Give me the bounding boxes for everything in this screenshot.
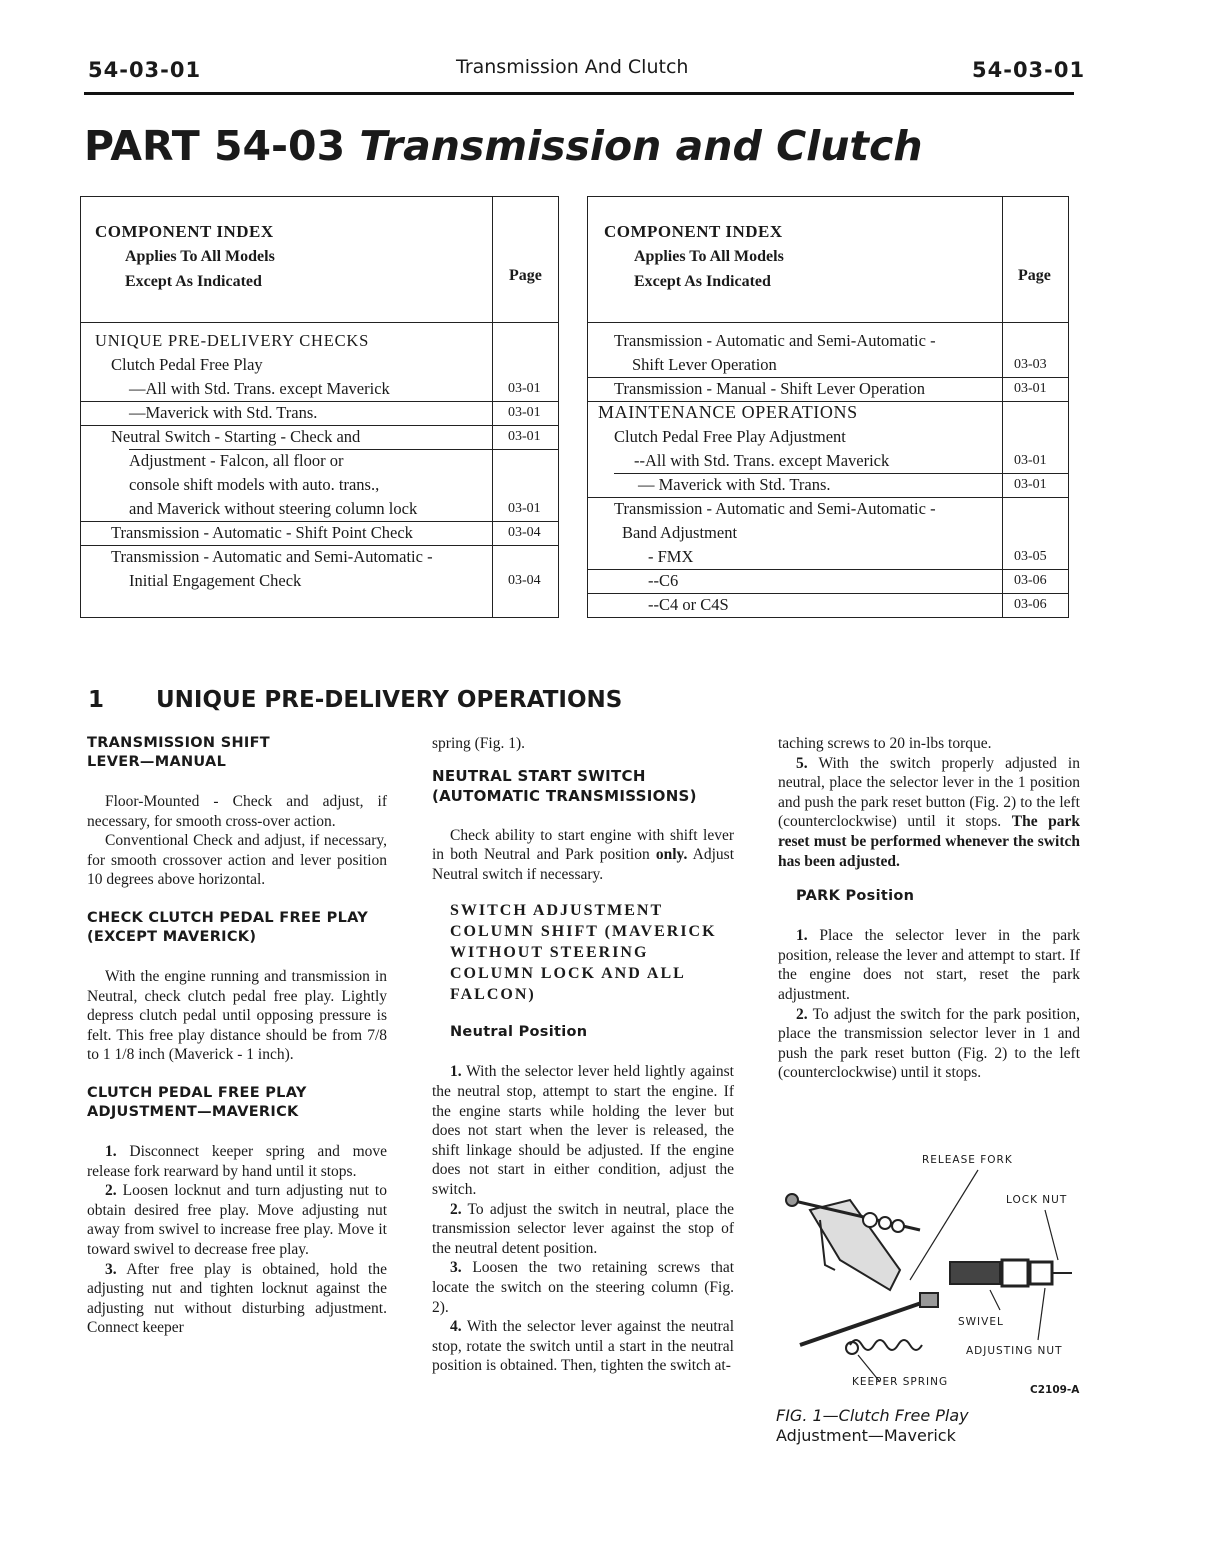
part-name: Transmission and Clutch bbox=[359, 122, 923, 170]
text-column-1 bbox=[87, 734, 387, 1338]
procedure-heading: SWITCH ADJUSTMENT COLUMN SHIFT (MAVERICK WITHOUT STEERING COLUMN LOCK AND ALL FALCON) bbox=[450, 902, 717, 1004]
figure-label-keeper-spring: KEEPER SPRING bbox=[852, 1376, 949, 1388]
index-page-header: Page bbox=[1018, 267, 1051, 284]
index-column-divider bbox=[492, 197, 493, 617]
index-header-rule bbox=[588, 322, 1068, 323]
step: 1. With the selector lever held lightly against the neutral stop, attempt to start the engine. If the engine starts while holding the lever but does not start when the lever is released, the shift linkage should be adjusted. If the engine does not start in either condition, adjust the switch. bbox=[432, 1063, 734, 1198]
index-heading: COMPONENT INDEX Applies To All Models Except As Indicated bbox=[604, 222, 784, 290]
paragraph: taching screws to 20 in-lbs torque. bbox=[778, 735, 992, 752]
figure-label-lock-nut: LOCK NUT bbox=[1006, 1194, 1068, 1206]
section-title: UNIQUE PRE-DELIVERY OPERATIONS bbox=[156, 687, 623, 713]
index-header-rule bbox=[81, 322, 558, 323]
step: 2. To adjust the switch for the park position, place the transmission selector lever in 1 and push the park reset button (Fig. 2) to the left (counterclockwise) until it stops. bbox=[778, 1005, 1080, 1082]
subheading: CLUTCH PEDAL FREE PLAY ADJUSTMENT—MAVERICK bbox=[87, 1084, 307, 1120]
running-header-right: 54-03-01 bbox=[972, 58, 1086, 82]
index-heading: COMPONENT INDEX Applies To All Models Except As Indicated bbox=[95, 222, 275, 290]
figure-code: C2109-A bbox=[1030, 1384, 1080, 1396]
figure-label-swivel: SWIVEL bbox=[958, 1316, 1004, 1328]
paragraph: Conventional Check and adjust, if necessary, for smooth crossover action and lever position 10 degrees above horizontal. bbox=[87, 832, 387, 889]
paragraph: Check ability to start engine with shift lever in both Neutral and Park position only. Adjust Neutral switch if necessary. bbox=[432, 826, 734, 883]
subheading: CHECK CLUTCH PEDAL FREE PLAY (EXCEPT MAVERICK) bbox=[87, 909, 369, 945]
step: 3. After free play is obtained, hold the adjusting nut and tighten locknut against the adjusting nut without disturbing adjustment. Connect keeper bbox=[87, 1260, 387, 1337]
subheading: PARK Position bbox=[796, 888, 915, 905]
running-header-left: 54-03-01 bbox=[88, 58, 202, 82]
section-number: 1 bbox=[88, 687, 105, 713]
page-title bbox=[84, 122, 923, 170]
subheading: Neutral Position bbox=[450, 1024, 588, 1041]
clutch-free-play-figure bbox=[780, 1150, 1080, 1400]
paragraph: Floor-Mounted - Check and adjust, if necessary, for smooth cross-over action. bbox=[87, 793, 387, 830]
running-header-center: Transmission And Clutch bbox=[456, 56, 689, 78]
component-index-right: COMPONENT INDEX Applies To All Models Except As Indicated Page Transmission - Automatic and Semi-Automatic - Shift Lever Operation 03-03 Transmission - Manual - Shift Lever Operation 03-01 MAINTENANCE OPERATIONS Clutch Pedal Free Play Adjustment --All with Std. Trans. except Maverick 03-01 — Maverick with Std. Trans. 03-01 Transmission - Automatic and Semi-Automatic - Band Adjustment - FMX 03-05 --C6 03-06 --C4 or C4S 03-06 bbox=[587, 196, 1069, 618]
index-column-divider bbox=[1002, 197, 1003, 617]
part-number: PART 54-03 bbox=[84, 122, 346, 170]
figure-label-release-fork: RELEASE FORK bbox=[922, 1154, 1013, 1166]
figure-label-adjusting-nut: ADJUSTING NUT bbox=[966, 1345, 1063, 1357]
step: 1. Place the selector lever in the park position, release the lever and attempt to start. If the engine does not start, reset the park adjustment. bbox=[778, 927, 1081, 1003]
text-column-2 bbox=[432, 734, 734, 1376]
text-column-3 bbox=[778, 734, 1080, 1083]
paragraph: With the engine running and transmission in Neutral, check clutch pedal free play. Lightly depress clutch pedal until opposing pressure is felt. This free play distance should be from 7/8 to 1 1/8 inch (Maverick - 1 inch). bbox=[87, 967, 387, 1064]
component-index-left: COMPONENT INDEX Applies To All Models Except As Indicated Page UNIQUE PRE-DELIVERY CHECKS Clutch Pedal Free Play —All with Std. Trans. except Maverick 03-01 —Maverick with Std. Trans. 03-01 Neutral Switch - Starting - Check and 03-01 Adjustment - Falcon, all floor or console shift models with auto. trans., and Maverick without steering column lock 03-01 Transmission - Automatic - Shift Point Check 03-04 Transmission - Automatic and Semi-Automatic - Initial Engagement Check 03-04 bbox=[80, 196, 559, 618]
step: 2. Loosen locknut and turn adjusting nut to obtain desired free play. Move adjusting nut away from swivel to increase free play. Move it toward swivel to decrease free play. bbox=[87, 1182, 387, 1258]
figure-caption: FIG. 1—Clutch Free Play Adjustment—Maverick bbox=[776, 1406, 969, 1445]
subheading: TRANSMISSION SHIFT LEVER—MANUAL bbox=[87, 735, 270, 770]
step: 3. Loosen the two retaining screws that locate the switch on the steering column (Fig. 2). bbox=[432, 1259, 735, 1316]
step: 4. With the selector lever against the neutral stop, rotate the switch until a start in the neutral position is obtained. Then, tighten the switch at- bbox=[432, 1318, 734, 1375]
step: 2. To adjust the switch in neutral, place the transmission selector lever against the stop of the neutral detent position. bbox=[432, 1200, 734, 1257]
index-page-header: Page bbox=[509, 267, 542, 284]
step: 5. With the switch properly adjusted in neutral, place the selector lever in the 1 position and push the park reset button (Fig. 2) to the left (counterclockwise) until it stops. The park reset must be performed whenever the switch has been adjusted. bbox=[778, 754, 1080, 870]
step: 1. Disconnect keeper spring and move release fork rearward by hand until it stops. bbox=[87, 1142, 388, 1180]
header-rule bbox=[84, 92, 1074, 95]
subheading: NEUTRAL START SWITCH (AUTOMATIC TRANSMISSIONS) bbox=[432, 766, 697, 805]
paragraph: spring (Fig. 1). bbox=[432, 735, 525, 752]
